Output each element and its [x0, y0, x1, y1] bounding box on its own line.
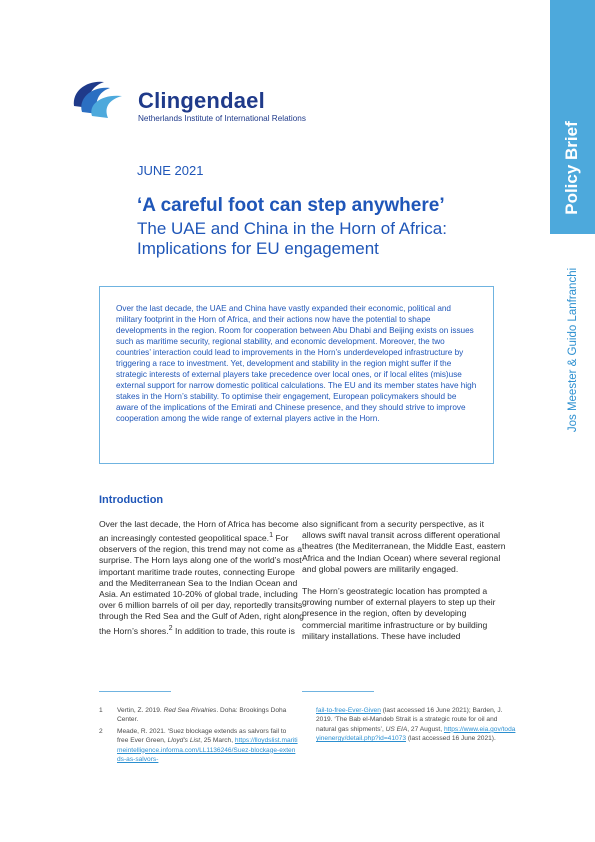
- page-subtitle: The UAE and China in the Horn of Africa: Implications for EU engagement: [137, 219, 447, 258]
- brand-name: Clingendael: [138, 88, 265, 113]
- footnotes-right: [316, 706, 516, 746]
- page-title: ‘A careful foot can step anywhere’: [137, 195, 445, 216]
- footnote-link[interactable]: fail-to-free-Ever-Given: [316, 707, 381, 714]
- abstract-box: [99, 286, 494, 464]
- footnote-rule: [302, 691, 374, 692]
- abstract-text: Over the last decade, the UAE and China have vastly expanded their economic, political and military footprint in the Horn of Africa, and their actions now have the potential to shape developments in the region. Room for cooperation between Abu Dhabi and Beijing exists on issues such as maritime security, regional stability, and economic development. Moreover, the two countries’ interaction could lead to improvements in the Horn’s underdeveloped infrastructure by triggering a race to investment. Yet, development and stability in the region might suffer if the strategic interests of external players take precedence over local ones, or if local elites (mis)use external support for narrow domestic political calculations. The EU and its member states have high stakes in the Horn’s stability. To optimise their engagement, European policymakers should be aware of the implications of the Emirati and Chinese presence, and they should strive to improve cooperation among the wide range of external players active in the Horn.: [116, 304, 477, 423]
- footnote-2: 2 Meade, R. 2021. ‘Suez blockage extends as salvors fail to free Ever Green, Lloyd’s List, 25 March, https://lloydslist.maritimeintelligence.informa.com/LL1136246/Suez-blockage-extends-as-salvors-: [99, 727, 298, 764]
- body-paragraph: also significant from a security perspective, as it allows swift naval transit across different operational theatres (the Mediterranean, the Middle East, eastern Africa and the Indian Ocean) where several regional and global powers are militarily engaged.: [302, 519, 506, 574]
- section-heading-introduction: Introduction: [99, 494, 164, 506]
- footnote-rule: [99, 691, 171, 692]
- body-column-right: [302, 519, 507, 653]
- footnote-1: 1 Vertin, Z. 2019. Red Sea Rivalries. Doha: Brookings Doha Center.: [99, 707, 287, 724]
- body-paragraph: Over the last decade, the Horn of Africa has become an increasingly contested geopolitical space.$^1$ For observers of the region, this trend may not come as a surprise. The Horn lays along one of the world’s most important maritime trade routes, connecting Europe and the Mediterranean Sea to the Indian Ocean and Asia. An estimated 10-20% of global trade, including over 6 million barrels of oil per day, reportedly transits through the Red Sea and the Gulf of Aden, right along the Horn’s shores.$^2$ In addition to trade, this route is: [99, 519, 304, 636]
- footnote-ref[interactable]: 2: [168, 623, 173, 632]
- policy-brief-label: Policy Brief: [562, 121, 581, 215]
- clingendael-logo-icon: [66, 76, 128, 120]
- authors: Jos Meester & Guido Lanfranchi: [567, 267, 579, 433]
- body-column-left: [99, 519, 304, 648]
- body-paragraph: The Horn’s geostrategic location has prompted a growing number of external players to step up their presence in the region, often by developing commercial maritime infrastructure or by building military installations. These have included: [302, 586, 496, 641]
- brand-subtitle: Netherlands Institute of International Relations: [138, 114, 306, 123]
- footnote-link[interactable]: https://www.eia.gov/todayinenergy/detail.php?id=41073: [316, 725, 516, 743]
- publication-date: JUNE 2021: [137, 163, 204, 178]
- footnotes-left: [99, 706, 299, 766]
- footnote-link[interactable]: https://lloydslist.maritimeintelligence.informa.com/LL1136246/Suez-blockage-extends-as-salvors-: [117, 737, 298, 764]
- footnote-ref[interactable]: 1: [269, 531, 274, 540]
- footnote-2-continued: fail-to-free-Ever-Given (last accessed 16 June 2021); Barden, J. 2019. ‘The Bab el-Mandeb Strait is a strategic route for oil and natural gas shipments’, US EIA, 27 August, https://www.eia.gov/todayinenergy/detail.php?id=41073 (last accessed 16 June 2021).: [316, 707, 516, 743]
